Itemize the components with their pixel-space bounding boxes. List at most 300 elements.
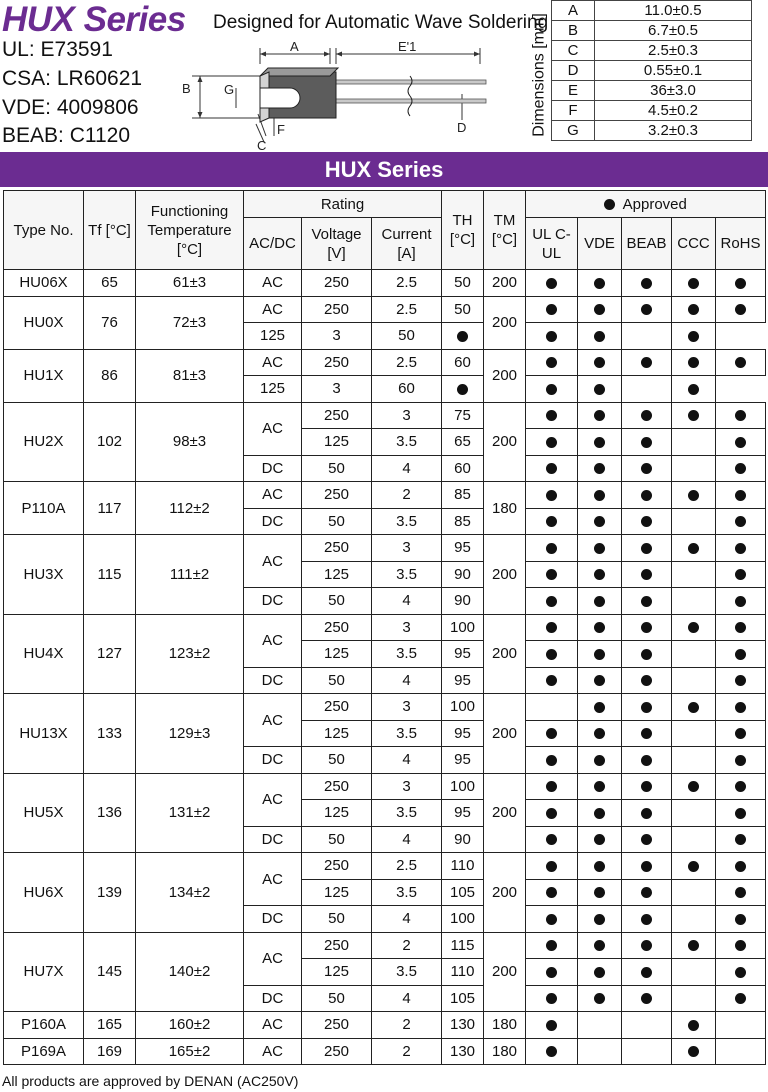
- approval-ul-cell: [526, 296, 578, 323]
- approved-dot-icon: [546, 649, 557, 660]
- th-cell: 50: [442, 296, 484, 323]
- voltage-cell: 125: [302, 641, 372, 668]
- acdc-cell: AC: [244, 1038, 302, 1065]
- approval-rohs-cell: [716, 667, 766, 694]
- approval-ccc-cell: [672, 349, 716, 376]
- functioning-temp-cell: 112±2: [136, 482, 244, 535]
- cert-ul: UL: E73591: [2, 38, 113, 61]
- th-cell: 95: [442, 747, 484, 774]
- tm-cell: 200: [484, 402, 526, 482]
- current-cell: 2.5: [372, 853, 442, 880]
- approved-dot-icon: [546, 728, 557, 739]
- voltage-cell: 50: [302, 588, 372, 615]
- approval-ccc-cell: [672, 508, 716, 535]
- approval-ul-cell: [526, 508, 578, 535]
- voltage-cell: 250: [302, 773, 372, 800]
- approved-dot-icon: [688, 702, 699, 713]
- tm-cell: 180: [484, 1038, 526, 1065]
- approval-rohs-cell: [716, 694, 766, 721]
- header-tm: TM [°C]: [484, 191, 526, 270]
- approval-vde-cell: [578, 747, 622, 774]
- dimension-value: 0.55±0.1: [595, 61, 752, 81]
- approved-dot-icon: [641, 940, 652, 951]
- approved-dot-icon: [546, 861, 557, 872]
- approved-dot-icon: [641, 569, 652, 580]
- approved-dot-icon: [546, 834, 557, 845]
- approved-dot-icon: [546, 993, 557, 1004]
- approval-vde-cell: [578, 773, 622, 800]
- approved-dot-icon: [594, 278, 605, 289]
- table-row: [4, 853, 766, 880]
- dimension-value: 3.2±0.3: [595, 121, 752, 141]
- type-no-cell: P160A: [4, 1012, 84, 1039]
- header-beab: BEAB: [622, 218, 672, 270]
- approved-dot-icon: [688, 940, 699, 951]
- approved-dot-icon: [594, 410, 605, 421]
- approval-beab-cell: [622, 879, 672, 906]
- header-vde: VDE: [578, 218, 622, 270]
- approval-ul-cell: [526, 720, 578, 747]
- th-cell: 130: [442, 1012, 484, 1039]
- header-th: TH [°C]: [442, 191, 484, 270]
- approved-dot-icon: [641, 463, 652, 474]
- dimension-row: [552, 121, 752, 141]
- voltage-cell: 250: [302, 535, 372, 562]
- functioning-temp-cell: 160±2: [136, 1012, 244, 1039]
- approved-dot-icon: [546, 569, 557, 580]
- functioning-temp-cell: 61±3: [136, 270, 244, 297]
- approved-dot-icon: [594, 993, 605, 1004]
- voltage-cell: 250: [302, 482, 372, 509]
- current-cell: 3: [372, 773, 442, 800]
- dimension-key: D: [552, 61, 595, 81]
- th-cell: 130: [442, 1038, 484, 1065]
- approved-dot-icon: [641, 357, 652, 368]
- table-row: [4, 614, 766, 641]
- approval-ul-cell: [526, 694, 578, 721]
- header-ul: UL C-UL: [526, 218, 578, 270]
- approval-vde-cell: [578, 270, 622, 297]
- voltage-cell: 250: [302, 1038, 372, 1065]
- approved-dot-icon: [594, 649, 605, 660]
- acdc-cell: DC: [244, 747, 302, 774]
- th-cell: 90: [442, 826, 484, 853]
- approved-dot-icon: [688, 490, 699, 501]
- header-current: Current [A]: [372, 218, 442, 270]
- current-cell: 2.5: [372, 349, 442, 376]
- approval-ul-cell: [526, 270, 578, 297]
- approval-vde-cell: [578, 667, 622, 694]
- current-cell: 3: [372, 535, 442, 562]
- approved-dot-icon: [594, 596, 605, 607]
- current-cell: 2: [372, 1012, 442, 1039]
- current-cell: 3.5: [372, 720, 442, 747]
- approval-vde-cell: [578, 720, 622, 747]
- approval-ul-cell: [526, 985, 578, 1012]
- cert-beab: BEAB: C1120: [2, 124, 131, 147]
- approval-vde-cell: [578, 561, 622, 588]
- approval-ul-cell: [526, 482, 578, 509]
- tm-cell: 180: [484, 1012, 526, 1039]
- tf-cell: 65: [84, 270, 136, 297]
- approval-rohs-cell: [716, 455, 766, 482]
- approval-ccc-cell: [622, 376, 672, 403]
- approved-dot-icon: [735, 808, 746, 819]
- approved-dot-icon: [641, 781, 652, 792]
- approval-ul-cell: [526, 561, 578, 588]
- product-table: [3, 190, 766, 1065]
- th-cell: 95: [442, 535, 484, 562]
- type-no-cell: HU13X: [4, 694, 84, 774]
- approved-dot-icon: [546, 490, 557, 501]
- current-cell: 3.5: [372, 800, 442, 827]
- th-cell: 100: [442, 614, 484, 641]
- th-cell: 90: [442, 588, 484, 615]
- approved-dot-icon: [594, 702, 605, 713]
- approval-ul-cell: [526, 773, 578, 800]
- approved-dot-icon: [735, 649, 746, 660]
- approved-dot-icon: [594, 357, 605, 368]
- approval-rohs-cell: [716, 959, 766, 986]
- approval-beab-cell: [622, 959, 672, 986]
- dimensions-label: Dimensions [mm]: [530, 13, 548, 137]
- approved-dot-icon: [594, 728, 605, 739]
- approval-ccc-cell: [672, 588, 716, 615]
- approved-dot-icon: [594, 834, 605, 845]
- approval-ccc-cell: [672, 959, 716, 986]
- approval-ccc-cell: [672, 296, 716, 323]
- approved-dot-icon: [735, 596, 746, 607]
- approved-dot-icon: [735, 622, 746, 633]
- approval-vde-cell: [578, 985, 622, 1012]
- tf-cell: 139: [84, 853, 136, 933]
- approval-ul-cell: [526, 1038, 578, 1065]
- approval-vde-cell: [578, 614, 622, 641]
- table-row: [4, 482, 766, 509]
- current-cell: 2: [372, 932, 442, 959]
- approved-dot-icon: [688, 384, 699, 395]
- tm-cell: 200: [484, 853, 526, 933]
- tf-cell: 145: [84, 932, 136, 1012]
- approval-ccc-cell: [672, 985, 716, 1012]
- acdc-cell: DC: [244, 985, 302, 1012]
- approval-ccc-cell: [672, 1038, 716, 1065]
- approved-dot-icon: [735, 543, 746, 554]
- approval-rohs-cell: [716, 402, 766, 429]
- functioning-temp-cell: 140±2: [136, 932, 244, 1012]
- acdc-cell: AC: [244, 296, 302, 323]
- current-cell: 3: [302, 323, 372, 350]
- approval-rohs-cell: [716, 429, 766, 456]
- dimension-key: E: [552, 81, 595, 101]
- th-cell: 100: [442, 694, 484, 721]
- approved-dot-icon: [735, 675, 746, 686]
- approved-dot-icon: [546, 1046, 557, 1057]
- acdc-cell: AC: [244, 932, 302, 985]
- acdc-cell: AC: [244, 482, 302, 509]
- approved-dot-icon: [735, 490, 746, 501]
- approved-dot-icon: [594, 437, 605, 448]
- approval-beab-cell: [622, 853, 672, 880]
- approved-dot-icon: [688, 781, 699, 792]
- approval-vde-cell: [578, 588, 622, 615]
- approval-ul-cell: [526, 455, 578, 482]
- tm-cell: 200: [484, 296, 526, 349]
- approval-beab-cell: [622, 402, 672, 429]
- approved-dot-icon: [594, 543, 605, 554]
- approved-dot-icon: [641, 437, 652, 448]
- approved-dot-icon: [688, 278, 699, 289]
- approval-beab-cell: [622, 508, 672, 535]
- current-cell: 4: [372, 747, 442, 774]
- current-cell: 4: [372, 826, 442, 853]
- dimension-value: 11.0±0.5: [595, 1, 752, 21]
- current-cell: 3.5: [372, 508, 442, 535]
- th-cell: 65: [442, 429, 484, 456]
- approval-beab-cell: [622, 800, 672, 827]
- diagram-label-g: G: [224, 82, 235, 97]
- approval-rohs-cell: [716, 773, 766, 800]
- cert-csa: CSA: LR60621: [2, 67, 143, 90]
- approval-ccc-cell: [672, 747, 716, 774]
- tf-cell: 86: [84, 349, 136, 402]
- approval-beab-cell: [622, 720, 672, 747]
- approved-dot-icon: [594, 861, 605, 872]
- current-cell: 2.5: [372, 270, 442, 297]
- type-no-cell: HU6X: [4, 853, 84, 933]
- approved-dot-icon: [641, 596, 652, 607]
- voltage-cell: 50: [302, 508, 372, 535]
- th-cell: 50: [442, 270, 484, 297]
- header-rohs: RoHS: [716, 218, 766, 270]
- acdc-cell: AC: [244, 694, 302, 747]
- approved-dot-icon: [641, 490, 652, 501]
- approved-dot-icon: [735, 781, 746, 792]
- th-cell: 60: [442, 455, 484, 482]
- approved-dot-icon: [688, 1046, 699, 1057]
- approval-ccc-cell: [672, 853, 716, 880]
- current-cell: 2: [372, 1038, 442, 1065]
- approved-dot-icon: [688, 304, 699, 315]
- functioning-temp-cell: 81±3: [136, 349, 244, 402]
- approval-vde-cell: [578, 800, 622, 827]
- current-cell: 4: [372, 906, 442, 933]
- approved-dot-icon: [546, 914, 557, 925]
- approval-vde-cell: [578, 402, 622, 429]
- approval-ul-cell: [526, 959, 578, 986]
- approval-ul-cell: [526, 667, 578, 694]
- header-approved: [526, 191, 766, 218]
- approval-rohs-cell: [716, 853, 766, 880]
- approved-dot-icon: [594, 887, 605, 898]
- tf-cell: 102: [84, 402, 136, 482]
- approval-ccc-cell: [672, 482, 716, 509]
- approved-dot-icon: [641, 834, 652, 845]
- approval-ccc-cell: [672, 826, 716, 853]
- current-cell: 3: [302, 376, 372, 403]
- approval-beab-cell: [622, 296, 672, 323]
- approval-vde-cell: [578, 853, 622, 880]
- approved-dot-icon: [688, 331, 699, 342]
- approval-rohs-cell: [716, 641, 766, 668]
- dimension-drawing: [178, 36, 498, 152]
- approval-ccc-cell: [672, 667, 716, 694]
- approval-ul-cell: [526, 906, 578, 933]
- approved-dot-icon: [735, 437, 746, 448]
- approved-dot-icon: [546, 437, 557, 448]
- th-cell: 105: [442, 879, 484, 906]
- approved-dot-icon: [735, 702, 746, 713]
- th-cell: 95: [442, 800, 484, 827]
- dimension-key: C: [552, 41, 595, 61]
- tm-cell: 200: [484, 270, 526, 297]
- table-row: [4, 270, 766, 297]
- approved-dot-icon: [735, 278, 746, 289]
- table-row: [4, 535, 766, 562]
- approval-rohs-cell: [716, 1038, 766, 1065]
- diagram-label-c: C: [257, 138, 267, 152]
- type-no-cell: HU06X: [4, 270, 84, 297]
- th-cell: 110: [442, 959, 484, 986]
- approval-ul-cell: [442, 376, 484, 403]
- approved-dot-icon: [641, 967, 652, 978]
- approved-dot-icon: [641, 861, 652, 872]
- approval-vde-cell: [578, 535, 622, 562]
- approved-dot-icon: [546, 543, 557, 554]
- approval-ccc-cell: [672, 455, 716, 482]
- table-row: [4, 402, 766, 429]
- approved-dot-icon: [594, 516, 605, 527]
- approval-vde-cell: [578, 641, 622, 668]
- type-no-cell: HU0X: [4, 296, 84, 349]
- dimension-row: [552, 61, 752, 81]
- approval-vde-cell: [526, 376, 578, 403]
- approved-dot-icon: [688, 357, 699, 368]
- approval-ul-cell: [526, 588, 578, 615]
- th-cell: 100: [442, 773, 484, 800]
- voltage-cell: 50: [302, 455, 372, 482]
- approved-dot-icon: [546, 410, 557, 421]
- approval-beab-cell: [622, 826, 672, 853]
- functioning-temp-cell: 98±3: [136, 402, 244, 482]
- approved-dot-icon: [641, 410, 652, 421]
- acdc-cell: DC: [244, 588, 302, 615]
- approval-beab-cell: [622, 747, 672, 774]
- dimension-row: [552, 21, 752, 41]
- approval-vde-cell: [578, 482, 622, 509]
- approved-dot-icon: [546, 278, 557, 289]
- table-row: [4, 694, 766, 721]
- functioning-temp-cell: 111±2: [136, 535, 244, 615]
- acdc-cell: DC: [244, 508, 302, 535]
- acdc-cell: DC: [244, 667, 302, 694]
- current-cell: 4: [372, 985, 442, 1012]
- type-no-cell: HU4X: [4, 614, 84, 694]
- voltage-cell: 50: [302, 906, 372, 933]
- dimension-key: B: [552, 21, 595, 41]
- voltage-cell: 50: [302, 747, 372, 774]
- approved-dot-icon: [546, 384, 557, 395]
- approved-dot-icon: [735, 728, 746, 739]
- functioning-temp-cell: 134±2: [136, 853, 244, 933]
- tm-cell: 200: [484, 349, 526, 402]
- functioning-temp-cell: 131±2: [136, 773, 244, 853]
- approved-dot-icon: [546, 1020, 557, 1031]
- approved-dot-icon: [604, 199, 615, 210]
- current-cell: 3: [372, 694, 442, 721]
- approval-rohs-cell: [716, 270, 766, 297]
- tf-cell: 136: [84, 773, 136, 853]
- diagram-label-b: B: [182, 81, 191, 96]
- approval-ul-cell: [442, 323, 484, 350]
- approved-dot-icon: [594, 781, 605, 792]
- approval-ul-cell: [526, 747, 578, 774]
- voltage-cell: 125: [302, 959, 372, 986]
- dimension-key: G: [552, 121, 595, 141]
- dimension-value: 2.5±0.3: [595, 41, 752, 61]
- voltage-cell: 250: [302, 296, 372, 323]
- tf-cell: 117: [84, 482, 136, 535]
- acdc-cell: DC: [244, 826, 302, 853]
- approval-vde-cell: [578, 826, 622, 853]
- approval-vde-cell: [578, 906, 622, 933]
- approved-dot-icon: [546, 940, 557, 951]
- table-row: [4, 349, 766, 376]
- approval-rohs-cell: [672, 376, 716, 403]
- type-no-cell: HU5X: [4, 773, 84, 853]
- approval-ccc-cell: [672, 402, 716, 429]
- approved-dot-icon: [594, 384, 605, 395]
- dimensions-table: [551, 0, 752, 141]
- approved-dot-icon: [594, 304, 605, 315]
- approved-dot-icon: [594, 490, 605, 501]
- tf-cell: 169: [84, 1038, 136, 1065]
- approved-dot-icon: [457, 384, 468, 395]
- approval-vde-cell: [578, 429, 622, 456]
- approval-ccc-cell: [672, 720, 716, 747]
- approved-dot-icon: [594, 755, 605, 766]
- tf-cell: 127: [84, 614, 136, 694]
- page-subtitle: Designed for Automatic Wave Soldering: [213, 12, 549, 33]
- tm-cell: 180: [484, 482, 526, 535]
- current-cell: 3.5: [372, 641, 442, 668]
- th-cell: 90: [442, 561, 484, 588]
- approved-dot-icon: [641, 516, 652, 527]
- approved-dot-icon: [594, 622, 605, 633]
- approved-dot-icon: [546, 463, 557, 474]
- header-voltage: Voltage [V]: [302, 218, 372, 270]
- type-no-cell: P169A: [4, 1038, 84, 1065]
- approval-ul-cell: [526, 349, 578, 376]
- approved-dot-icon: [546, 887, 557, 898]
- table-row: [4, 932, 766, 959]
- approval-rohs-cell: [716, 482, 766, 509]
- approval-rohs-cell: [716, 826, 766, 853]
- approval-ccc-cell: [672, 906, 716, 933]
- voltage-cell: 125: [244, 323, 302, 350]
- series-banner: HUX Series: [0, 152, 768, 187]
- approval-beab-cell: [622, 482, 672, 509]
- approval-beab-cell: [622, 985, 672, 1012]
- table-row: [4, 1012, 766, 1039]
- th-cell: 85: [442, 508, 484, 535]
- dimension-key: F: [552, 101, 595, 121]
- approval-vde-cell: [578, 1012, 622, 1039]
- voltage-cell: 50: [302, 826, 372, 853]
- approved-dot-icon: [735, 834, 746, 845]
- approved-dot-icon: [735, 887, 746, 898]
- approved-dot-icon: [735, 914, 746, 925]
